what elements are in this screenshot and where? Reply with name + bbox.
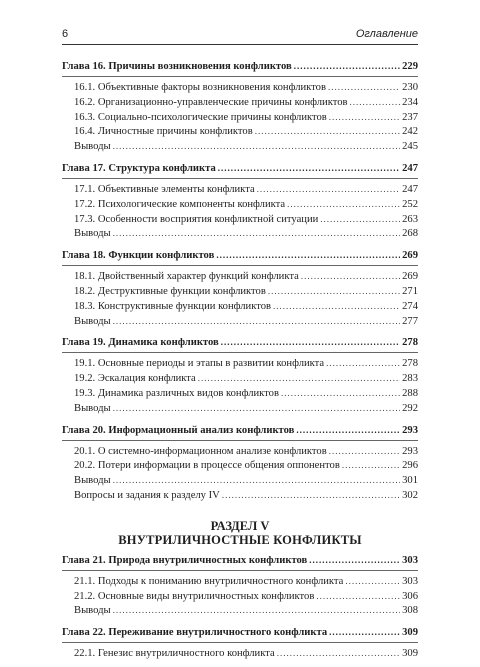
running-head-title: Оглавление <box>355 28 418 40</box>
dot-leader <box>113 473 400 488</box>
toc-entry-title: Выводы <box>74 475 111 487</box>
toc-entry-page: 292 <box>402 402 418 414</box>
dot-leader <box>287 197 400 212</box>
chapter-divider <box>62 642 418 643</box>
toc-entry-title: 20.2. Потери информации в процессе общения оппонентов <box>74 460 340 472</box>
toc-subentry[interactable] <box>62 371 418 386</box>
toc-chapter-entry[interactable] <box>62 334 418 350</box>
toc-entry-page: 308 <box>402 605 418 617</box>
toc-subentry[interactable] <box>62 401 418 416</box>
dot-leader <box>320 212 400 227</box>
dot-leader <box>216 247 400 263</box>
chapter-divider <box>62 440 418 441</box>
toc-entry-page: 247 <box>402 183 418 195</box>
section-heading <box>62 519 418 548</box>
toc-entry-title: 19.1. Основные периоды и этапы в развитии конфликта <box>74 358 325 370</box>
toc-entry-page: 283 <box>402 373 418 385</box>
chapter-block <box>62 552 418 624</box>
toc-entry-title: Вопросы и задания к разделу IV <box>74 489 220 501</box>
dot-leader <box>329 444 400 459</box>
dot-leader <box>113 603 400 618</box>
toc-entry-title: Глава 22. Переживание внутриличностного конфликта <box>62 627 328 639</box>
toc-entry-title: 18.1. Двойственный характер функций конфликта <box>74 271 299 283</box>
toc-entry-page: 252 <box>402 198 418 210</box>
toc-entry-title: Глава 21. Природа внутриличностных конфликтов <box>62 554 308 566</box>
toc-entry-title: 19.2. Эскалация конфликта <box>74 373 196 385</box>
chapter-block <box>62 422 418 509</box>
toc-entry-page: 245 <box>402 141 418 153</box>
toc-entry-page: 234 <box>402 96 418 108</box>
toc-entry-page: 269 <box>402 250 418 262</box>
toc-chapter-entry[interactable] <box>62 58 418 74</box>
toc-entry-page: 296 <box>402 460 418 472</box>
toc-subentry[interactable] <box>62 386 418 401</box>
toc-chapter-entry[interactable] <box>62 552 418 568</box>
toc-subentry[interactable] <box>62 458 418 473</box>
toc-chapter-entry[interactable] <box>62 624 418 640</box>
dot-leader <box>342 458 400 473</box>
table-of-contents <box>62 58 418 667</box>
dot-leader <box>113 401 400 416</box>
toc-subentry[interactable] <box>62 284 418 299</box>
toc-entry-title: Выводы <box>74 605 111 617</box>
toc-entry-title: 16.2. Организационно-управленческие причины конфликтов <box>74 96 348 108</box>
toc-entry-title: Глава 17. Структура конфликта <box>62 162 216 174</box>
running-header <box>62 26 418 45</box>
toc-subentry[interactable] <box>62 488 418 503</box>
toc-chapter-entry[interactable] <box>62 422 418 438</box>
toc-subentry[interactable] <box>62 269 418 284</box>
toc-entry-title: Выводы <box>74 402 111 414</box>
dot-leader <box>329 110 400 125</box>
toc-subentry[interactable] <box>62 574 418 589</box>
toc-entry-page: 274 <box>402 300 418 312</box>
toc-subentry[interactable] <box>62 110 418 125</box>
toc-entry-page: 268 <box>402 228 418 240</box>
toc-entry-title: 21.1. Подходы к пониманию внутриличностного конфликта <box>74 575 344 587</box>
chapter-block <box>62 334 418 421</box>
toc-entry-title: 17.2. Психологические компоненты конфликта <box>74 198 286 210</box>
dot-leader <box>113 139 400 154</box>
toc-subentry[interactable] <box>62 95 418 110</box>
toc-entry-page: 237 <box>402 111 418 123</box>
dot-leader <box>198 371 400 386</box>
toc-entry-page: 293 <box>402 445 418 457</box>
dot-leader <box>281 386 400 401</box>
dot-leader <box>294 58 400 74</box>
toc-entry-title: 18.2. Деструктивные функции конфликтов <box>74 285 266 297</box>
toc-subentry[interactable] <box>62 226 418 241</box>
toc-entry-page: 247 <box>402 162 418 174</box>
toc-chapter-entry[interactable] <box>62 160 418 176</box>
toc-entry-page: 269 <box>402 271 418 283</box>
toc-subentry[interactable] <box>62 603 418 618</box>
dot-leader <box>222 488 400 503</box>
toc-subentry[interactable] <box>62 356 418 371</box>
toc-entry-title: 18.3. Конструктивные функции конфликтов <box>74 300 271 312</box>
toc-entry-title: 19.3. Динамика различных видов конфликтов <box>74 387 279 399</box>
toc-entry-title: 16.1. Объективные факторы возникновения конфликтов <box>74 82 326 93</box>
dot-leader <box>257 182 400 197</box>
toc-entry-page: 242 <box>402 126 418 138</box>
toc-entry-page: 303 <box>402 575 418 587</box>
toc-subentry[interactable] <box>62 314 418 329</box>
toc-entry-title: Глава 18. Функции конфликтов <box>62 250 215 262</box>
dot-leader <box>301 269 400 284</box>
page-number: 6 <box>62 28 69 40</box>
toc-entry-page: 306 <box>402 590 418 602</box>
toc-subentry[interactable] <box>62 589 418 604</box>
toc-entry-page: 302 <box>402 489 418 501</box>
dot-leader <box>328 80 400 95</box>
chapter-divider <box>62 570 418 571</box>
toc-entry-page: 309 <box>402 648 418 660</box>
dot-leader <box>350 95 401 110</box>
toc-subentry[interactable] <box>62 444 418 459</box>
toc-entry-title: Выводы <box>74 315 111 327</box>
dot-leader <box>309 552 400 568</box>
chapter-divider <box>62 178 418 179</box>
toc-entry-title: Глава 19. Динамика конфликтов <box>62 337 219 349</box>
toc-entry-title: 20.1. О системно-информационном анализе конфликтов <box>74 445 327 457</box>
dot-leader <box>255 124 400 139</box>
toc-subentry[interactable] <box>62 182 418 197</box>
toc-chapter-entry[interactable] <box>62 247 418 263</box>
toc-entry-page: 309 <box>402 627 418 639</box>
toc-entry-page: 229 <box>402 61 418 72</box>
toc-entry-title: Глава 16. Причины возникновения конфликтов <box>62 61 292 72</box>
toc-entry-title: 21.2. Основные виды внутриличностных конфликтов <box>74 590 315 602</box>
dot-leader <box>277 646 400 661</box>
chapter-block <box>62 160 418 247</box>
toc-section-iv-continued <box>62 58 418 509</box>
toc-entry-title: Глава 20. Информационный анализ конфликтов <box>62 424 295 436</box>
toc-entry-title: 16.3. Социально-психологические причины конфликтов <box>74 111 327 123</box>
toc-entry-page: 278 <box>402 337 418 349</box>
toc-entry-page: 263 <box>402 213 418 225</box>
toc-subentry[interactable] <box>62 299 418 314</box>
toc-entry-page: 301 <box>402 475 418 487</box>
dot-leader <box>326 356 400 371</box>
chapter-divider <box>62 76 418 77</box>
dot-leader <box>345 574 400 589</box>
dot-leader <box>268 284 400 299</box>
toc-subentry[interactable] <box>62 473 418 488</box>
toc-entry-title: 16.4. Личностные причины конфликтов <box>74 126 253 138</box>
chapter-divider <box>62 352 418 353</box>
dot-leader <box>221 334 400 350</box>
chapter-divider <box>62 265 418 266</box>
dot-leader <box>113 314 400 329</box>
dot-leader <box>296 422 400 438</box>
toc-subentry[interactable] <box>62 124 418 139</box>
toc-entry-page: 288 <box>402 387 418 399</box>
dot-leader <box>329 624 400 640</box>
toc-entry-title: 17.3. Особенности восприятия конфликтной ситуации <box>74 213 319 225</box>
chapter-block <box>62 247 418 334</box>
toc-subentry[interactable] <box>62 139 418 154</box>
toc-entry-page: 278 <box>402 358 418 370</box>
toc-entry-page: 277 <box>402 315 418 327</box>
toc-entry-title: 22.1. Генезис внутриличностного конфликта <box>74 648 275 660</box>
toc-subentry[interactable] <box>62 212 418 227</box>
toc-subentry[interactable] <box>62 197 418 212</box>
dot-leader <box>113 226 400 241</box>
section-title: ВНУТРИЛИЧНОСТНЫЕ КОНФЛИКТЫ <box>118 532 362 547</box>
toc-entry-page: 271 <box>402 285 418 297</box>
chapter-block <box>62 624 418 667</box>
toc-subentry[interactable] <box>62 646 418 661</box>
toc-entry-page: 230 <box>402 82 418 93</box>
dot-leader <box>316 589 400 604</box>
toc-entry-title: 17.1. Объективные элементы конфликта <box>74 183 255 195</box>
toc-entry-title: Выводы <box>74 141 111 153</box>
chapter-block <box>62 58 418 160</box>
dot-leader <box>273 299 400 314</box>
toc-subentry[interactable] <box>62 80 418 95</box>
section-label: РАЗДЕЛ V <box>210 518 270 533</box>
dot-leader <box>218 160 400 176</box>
toc-entry-page: 293 <box>402 424 418 436</box>
toc-entry-page: 303 <box>402 554 418 566</box>
toc-entry-title: Выводы <box>74 228 111 240</box>
